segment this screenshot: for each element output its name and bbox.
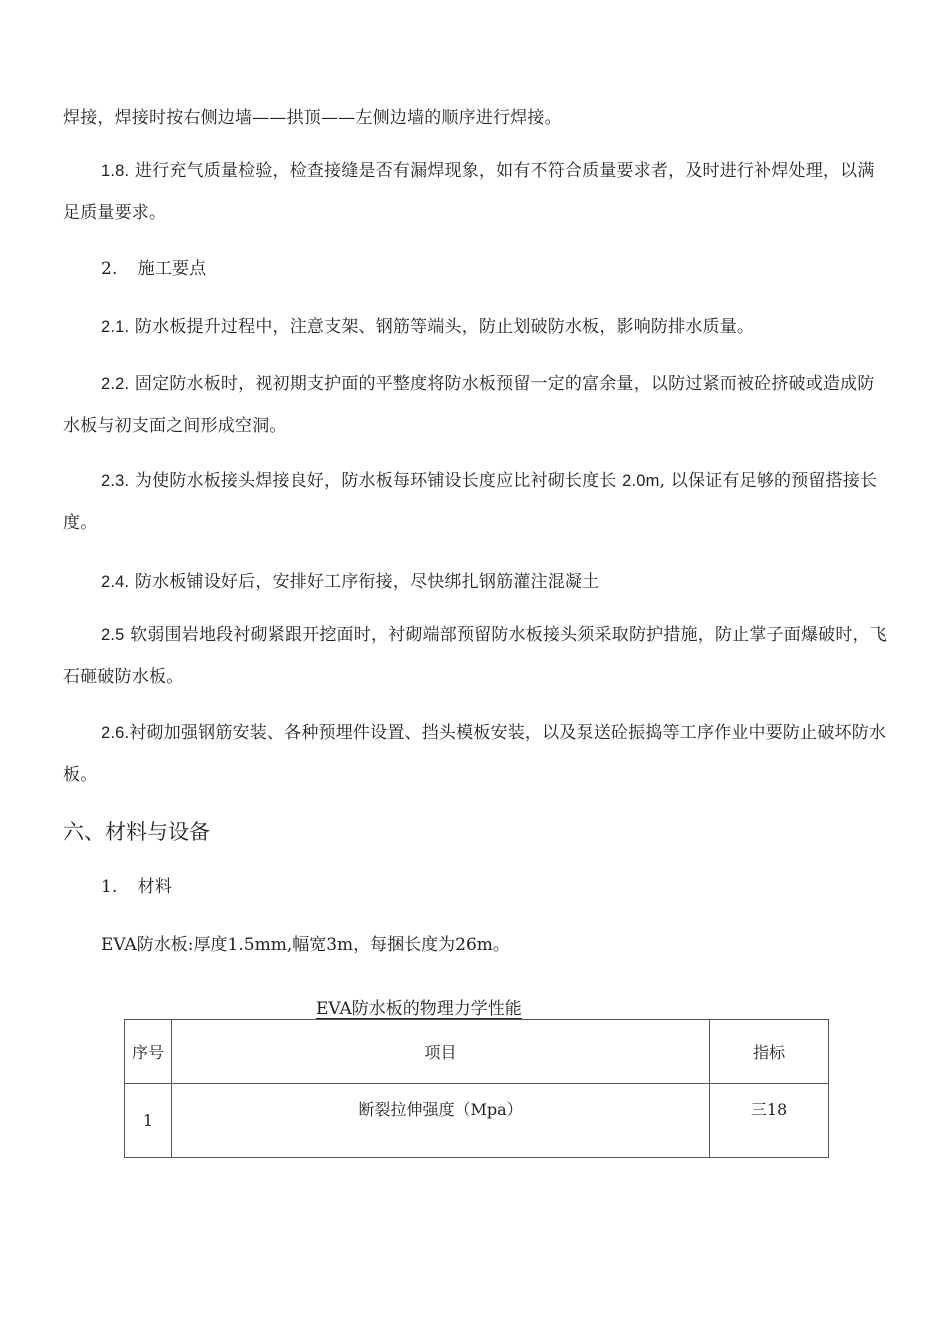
item-number: 2.5	[101, 626, 125, 644]
header-cell-seq: 序号	[125, 1020, 172, 1084]
table-cell-value: 三18	[710, 1084, 829, 1158]
table-row	[125, 1084, 829, 1158]
paragraph-text: 进行充气质量检验，检查接缝是否有漏焊现象，如有不符合质量要求者，及时进行补焊处理，以满足质量要求。	[63, 161, 875, 223]
paragraph-2-5	[63, 614, 888, 698]
paragraph-text: 软弱围岩地段衬砌紧跟开挖面时，衬砌端部预留防水板接头须采取防护措施，防止掌子面爆破时，飞石砸破防水板。	[63, 625, 887, 687]
paragraph-text: 防水板铺设好后，安排好工序衔接，尽快绑扎钢筋灌注混凝土	[129, 572, 600, 592]
paragraph-2-3	[63, 460, 888, 544]
table-cell-seq: 1	[125, 1084, 172, 1158]
item-number: 2.3.	[101, 472, 130, 490]
paragraph-2-4	[101, 571, 599, 593]
header-cell-value: 指标	[710, 1020, 829, 1084]
paragraph-text: 衬砌加强钢筋安装、各种预埋件设置、挡头模板安装，以及泵送砼振捣等工序作业中要防止破坏防水板。	[63, 723, 887, 785]
eva-sheet-description: EVA防水板:厚度1.5mm,幅宽3m，每捆长度为26m。	[101, 935, 510, 955]
paragraph-2-1	[101, 316, 754, 338]
paragraph-text: 为使防水板接头焊接良好，防水板每环铺设长度应比衬砌长度长	[129, 471, 623, 491]
table-cell-item: 断裂拉伸强度（Mpa）	[171, 1084, 709, 1158]
table-title: EVA防水板的物理力学性能	[316, 999, 522, 1019]
paragraph-text: 固定防水板时，视初期支护面的平整度将防水板预留一定的富余量，以防过紧而被砼挤破或造成防水板与初支面之间形成空洞。	[63, 374, 875, 436]
overlap-length-value: 2.0m	[622, 472, 660, 490]
item-number: 2.2.	[101, 375, 130, 393]
item-number: 2.4.	[101, 573, 130, 591]
subheading-text: 施工要点	[137, 259, 207, 279]
item-number: 2.	[101, 259, 118, 279]
header-cell-item: 项目	[171, 1020, 709, 1084]
table-header-row	[125, 1020, 829, 1084]
subheading-materials	[101, 876, 172, 898]
item-number: 2.6.	[101, 724, 130, 742]
paragraph-text: 防水板提升过程中，注意支架、钢筋等端头，防止划破防水板，影响防排水质量。	[129, 317, 755, 337]
paragraph-2-6	[63, 712, 888, 796]
eva-properties-table	[124, 1019, 829, 1158]
paragraph-2-2	[63, 363, 888, 447]
subheading-construction-points	[101, 258, 206, 280]
paragraph-weld-order	[63, 107, 562, 129]
item-number: 1.	[101, 877, 118, 897]
item-number: 1.8.	[101, 162, 130, 180]
paragraph-1-8	[63, 150, 888, 234]
subheading-text: 材料	[137, 877, 173, 897]
item-number: 2.1.	[101, 318, 130, 336]
paragraph-text: , 以保证有足够的预留搭接长度。	[63, 471, 878, 533]
paragraph-text: 焊接，焊接时按右侧边墙——拱顶——左侧边墙的顺序进行焊接。	[63, 108, 562, 128]
section-heading-materials: 六、材料与设备	[63, 820, 210, 844]
